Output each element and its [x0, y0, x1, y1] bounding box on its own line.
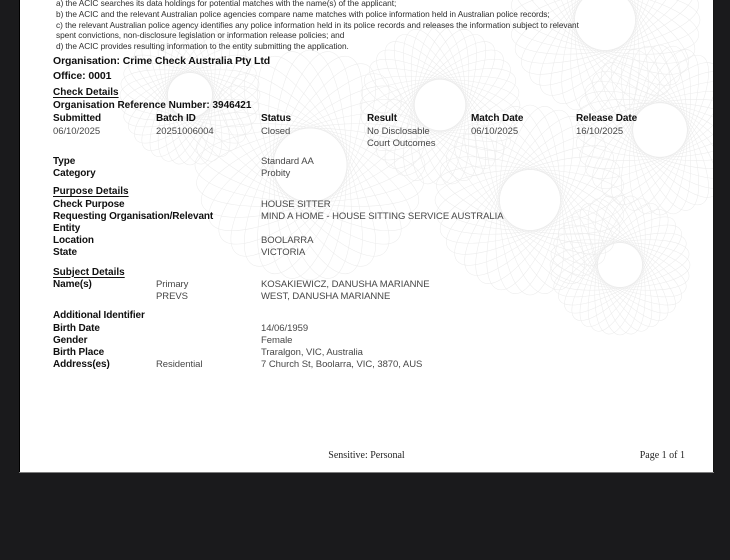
address-type: Residential	[156, 358, 203, 370]
col-header-batch-id: Batch ID	[156, 112, 196, 124]
requesting-org-label-line1: Requesting Organisation/Relevant	[53, 211, 214, 222]
cell-match-date: 06/10/2025	[471, 126, 519, 137]
birth-place-value: Traralgon, VIC, Australia	[261, 346, 363, 358]
category-label: Category	[53, 167, 96, 179]
check-purpose-value: HOUSE SITTER	[261, 199, 331, 210]
type-value: Standard AA	[261, 155, 314, 167]
cell-result-line2: Court Outcomes	[367, 137, 436, 149]
location-value: BOOLARRA	[261, 235, 314, 246]
requesting-org-label-line2: Entity	[53, 223, 81, 234]
intro-line-b: b) the ACIC and the relevant Australian police agencies compare name matches with police information held in Australian police records;	[56, 8, 550, 19]
names-label: Name(s)	[53, 279, 92, 290]
col-header-submitted: Submitted	[53, 112, 101, 124]
address-value: 7 Church St, Boolarra, VIC, 3870, AUS	[261, 358, 423, 370]
check-purpose-label: Check Purpose	[53, 199, 125, 210]
check-details-heading: Check Details	[53, 86, 119, 98]
acic-process-paragraph	[56, 0, 579, 52]
category-value: Probity	[261, 167, 291, 179]
name-type-primary: Primary	[156, 279, 189, 290]
organisation-line: Organisation: Crime Check Australia Pty Ltd	[53, 55, 271, 67]
birth-date-label: Birth Date	[53, 322, 100, 334]
col-header-status: Status	[261, 112, 291, 124]
name-type-prevs: PREVS	[156, 291, 188, 302]
document-page	[19, 0, 714, 472]
intro-line-c: c) the relevant Australian police agency identifies any police information held in its police records and releases the information subject to relevant	[56, 19, 579, 30]
office-line: Office: 0001	[53, 69, 112, 82]
col-header-match-date: Match Date	[471, 112, 524, 124]
requesting-org-value: MIND A HOME - HOUSE SITTING SERVICE AUSTRALIA	[261, 211, 504, 222]
col-header-result: Result	[367, 112, 397, 124]
intro-line-d: d) the ACIC provides resulting information to the entity submitting the application.	[56, 41, 349, 52]
cell-batch-id: 20251006004	[156, 126, 214, 137]
state-label: State	[53, 247, 77, 258]
col-header-release-date: Release Date	[576, 112, 638, 124]
cell-status: Closed	[261, 126, 291, 137]
cell-submitted: 06/10/2025	[53, 126, 101, 137]
address-label: Address(es)	[53, 358, 110, 370]
additional-identifier-heading: Additional Identifier	[53, 310, 145, 321]
name-value-primary: KOSAKIEWICZ, DANUSHA MARIANNE	[261, 279, 430, 290]
guilloche-watermark-pattern	[20, 0, 713, 472]
name-value-prevs: WEST, DANUSHA MARIANNE	[261, 291, 391, 302]
page-number: Page 1 of 1	[639, 449, 685, 461]
birth-place-label: Birth Place	[53, 346, 105, 358]
sensitivity-marking: Sensitive: Personal	[328, 449, 405, 461]
type-label: Type	[53, 155, 76, 167]
purpose-details-heading: Purpose Details	[53, 186, 129, 197]
cell-result-line1: No Disclosable	[367, 126, 430, 137]
subject-details-heading: Subject Details	[53, 266, 125, 278]
cell-release-date: 16/10/2025	[576, 126, 624, 137]
intro-line-a: a) the ACIC searches its data holdings for potential matches with the name(s) of the applicant;	[56, 0, 397, 8]
location-label: Location	[53, 235, 94, 246]
state-value: VICTORIA	[261, 247, 306, 258]
gender-label: Gender	[53, 334, 88, 346]
intro-line-c-wrap: spent convictions, non-disclosure legislation or information release policies; and	[56, 30, 345, 41]
organisation-reference-number: Organisation Reference Number: 3946421	[53, 100, 252, 111]
gender-value: Female	[261, 334, 293, 346]
birth-date-value: 14/06/1959	[261, 322, 309, 334]
